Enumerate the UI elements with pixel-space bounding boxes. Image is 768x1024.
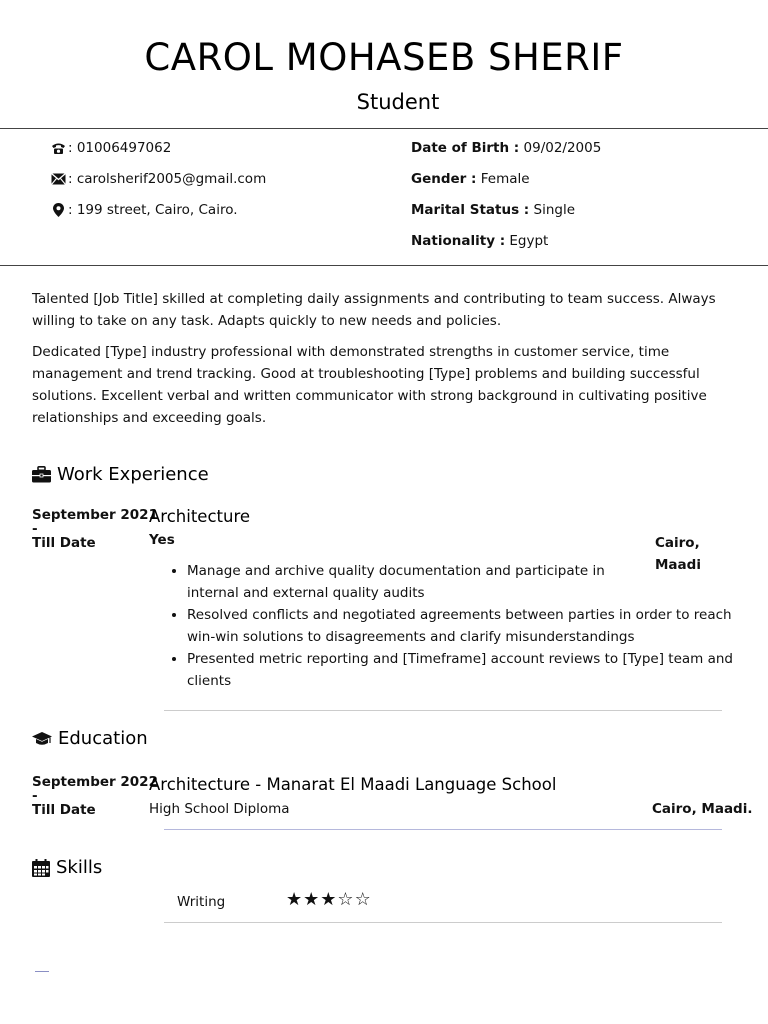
work-location-line1: Cairo, — [655, 535, 700, 551]
work-start-date: September 2021 — [32, 507, 158, 523]
header-divider — [0, 128, 768, 129]
education-end-date: Till Date — [32, 802, 96, 818]
nationality-label: Nationality : — [411, 233, 506, 249]
nationality-row — [411, 233, 548, 249]
contact-address — [50, 202, 238, 218]
star-filled-icon: ★ — [286, 889, 304, 910]
work-bullet: • Presented metric reporting and [Timeframe] account reviews to [Type] team and clients — [187, 648, 752, 692]
education-degree: High School Diploma — [149, 801, 290, 817]
contact-phone — [50, 140, 171, 156]
info-divider — [0, 265, 768, 266]
skill-name: Writing — [177, 894, 226, 910]
skills-heading — [32, 857, 102, 878]
education-date-dash: - — [32, 788, 38, 804]
marital-row — [411, 202, 575, 218]
footer-mark — [35, 971, 49, 972]
marital-value: Single — [533, 202, 576, 218]
skill-rating — [286, 889, 372, 910]
dob-label: Date of Birth : — [411, 140, 520, 156]
email-text: : carolsherif2005@gmail.com — [68, 171, 267, 187]
education-date — [32, 775, 158, 817]
map-marker-icon — [50, 203, 66, 217]
work-rule — [164, 710, 722, 711]
star-filled-icon: ★ — [320, 889, 338, 910]
summary-paragraph-1: Talented [Job Title] skilled at completing daily assignments and contributing to team success. Always willing to take on any task. Adapts quickly to new needs and policies. — [32, 291, 716, 329]
education-heading-text: Education — [58, 728, 148, 749]
summary-paragraph-2: Dedicated [Type] industry professional with demonstrated strengths in customer service, time management and trend tracking. Good at troubleshooting [Type] problems and building successful solutions. Excellent verbal and written communicator with strong background in cultivating positive relationships and exceeding goals. — [32, 344, 707, 426]
star-filled-icon: ★ — [303, 889, 321, 910]
gender-value: Female — [480, 171, 530, 187]
dob-row — [411, 140, 601, 156]
work-title: Architecture — [149, 507, 251, 526]
education-title: Architecture - Manarat El Maadi Language School — [149, 775, 557, 794]
education-start-date: September 2022 — [32, 774, 158, 790]
star-empty-icon: ☆ — [354, 889, 372, 910]
calendar-icon — [32, 859, 50, 877]
gender-row — [411, 171, 530, 187]
graduation-cap-icon — [32, 731, 52, 747]
work-experience-heading — [32, 464, 209, 485]
contact-email — [50, 171, 266, 187]
skills-heading-text: Skills — [56, 857, 103, 878]
phone-icon — [50, 141, 66, 155]
dob-value: 09/02/2005 — [523, 140, 602, 156]
briefcase-icon — [32, 466, 51, 483]
work-date — [32, 508, 158, 550]
work-company: Yes — [149, 532, 175, 548]
envelope-icon — [50, 172, 66, 186]
work-bullet: • Resolved conflicts and negotiated agreements between parties in order to reach win-win solutions to disagreements and clarify misunderstandings — [187, 604, 752, 648]
work-date-dash: - — [32, 521, 38, 537]
star-empty-icon: ☆ — [337, 889, 355, 910]
work-heading-text: Work Experience — [57, 464, 209, 485]
phone-text: : 01006497062 — [68, 140, 172, 156]
education-rule — [164, 829, 722, 830]
candidate-name: CAROL MOHASEB SHERIF — [144, 36, 624, 79]
marital-label: Marital Status : — [411, 202, 530, 218]
work-end-date: Till Date — [32, 535, 96, 551]
address-text: : 199 street, Cairo, Cairo. — [68, 202, 238, 218]
candidate-title: Student — [356, 90, 440, 114]
work-bullet: • Manage and archive quality documentation and participate in internal and external quality audits — [187, 560, 632, 604]
work-bullets — [170, 560, 752, 692]
gender-label: Gender : — [411, 171, 477, 187]
nationality-value: Egypt — [509, 233, 549, 249]
education-location: Cairo, Maadi. — [652, 801, 753, 817]
skills-rule — [164, 922, 722, 923]
work-location-line2: Maadi — [655, 557, 701, 573]
education-heading — [32, 728, 148, 749]
